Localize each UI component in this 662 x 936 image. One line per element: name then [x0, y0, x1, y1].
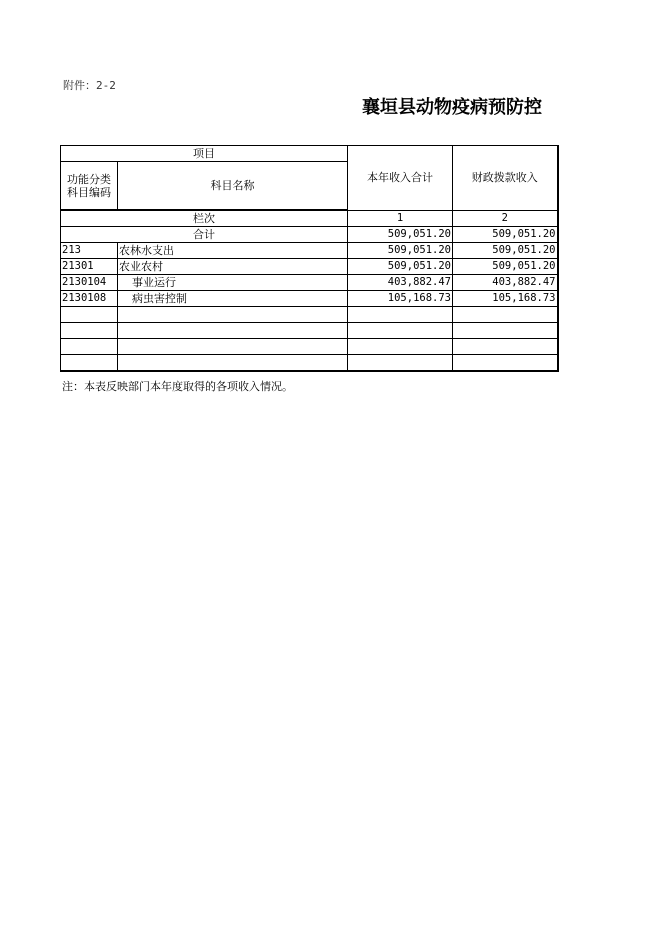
empty-cell [453, 355, 558, 372]
total-fiscal-value: 509,051.20 [453, 227, 558, 243]
row-total-income: 509,051.20 [348, 259, 453, 275]
empty-row [61, 339, 558, 355]
empty-cell [348, 355, 453, 372]
empty-row [61, 355, 558, 372]
total-income-header: 本年收入合计 [348, 146, 453, 211]
row-name: 病虫害控制 [118, 291, 348, 307]
column-index-1: 1 [348, 210, 453, 227]
fiscal-income-header: 财政拨款收入 [453, 146, 558, 211]
row-fiscal-income: 105,168.73 [453, 291, 558, 307]
empty-cell [348, 339, 453, 355]
empty-cell [453, 323, 558, 339]
table-row [61, 275, 558, 291]
header-row-1 [61, 146, 558, 162]
empty-cell [453, 307, 558, 323]
table-row [61, 259, 558, 275]
row-code: 2130104 [61, 275, 118, 291]
column-index-2: 2 [453, 210, 558, 227]
column-index-row [61, 210, 558, 227]
empty-row [61, 307, 558, 323]
attachment-label: 附件：2-2 [63, 79, 116, 92]
empty-cell [118, 323, 348, 339]
subject-name-header: 科目名称 [118, 162, 348, 211]
row-fiscal-income: 509,051.20 [453, 259, 558, 275]
empty-cell [348, 307, 453, 323]
row-code: 21301 [61, 259, 118, 275]
row-total-income: 509,051.20 [348, 243, 453, 259]
total-row [61, 227, 558, 243]
empty-cell [61, 307, 118, 323]
row-name: 农林水支出 [118, 243, 348, 259]
income-table [60, 145, 559, 372]
row-code: 213 [61, 243, 118, 259]
total-label: 合计 [61, 227, 348, 243]
row-fiscal-income: 403,882.47 [453, 275, 558, 291]
total-income-value: 509,051.20 [348, 227, 453, 243]
row-total-income: 403,882.47 [348, 275, 453, 291]
column-index-label: 栏次 [61, 210, 348, 227]
page-title: 襄垣县动物疫病预防控 [362, 97, 542, 118]
empty-cell [348, 323, 453, 339]
row-total-income: 105,168.73 [348, 291, 453, 307]
empty-cell [453, 339, 558, 355]
table-row [61, 243, 558, 259]
empty-cell [118, 339, 348, 355]
empty-cell [118, 355, 348, 372]
row-fiscal-income: 509,051.20 [453, 243, 558, 259]
empty-cell [118, 307, 348, 323]
project-header: 项目 [61, 146, 348, 162]
table-row [61, 291, 558, 307]
empty-cell [61, 323, 118, 339]
func-code-header [61, 162, 118, 211]
empty-row [61, 323, 558, 339]
table-note: 注：本表反映部门本年度取得的各项收入情况。 [62, 380, 293, 393]
empty-cell [61, 355, 118, 372]
row-name: 农业农村 [118, 259, 348, 275]
func-code-header-line1: 功能分类 [67, 172, 111, 186]
empty-cell [61, 339, 118, 355]
row-code: 2130108 [61, 291, 118, 307]
row-name: 事业运行 [118, 275, 348, 291]
func-code-header-line2: 科目编码 [67, 185, 111, 199]
